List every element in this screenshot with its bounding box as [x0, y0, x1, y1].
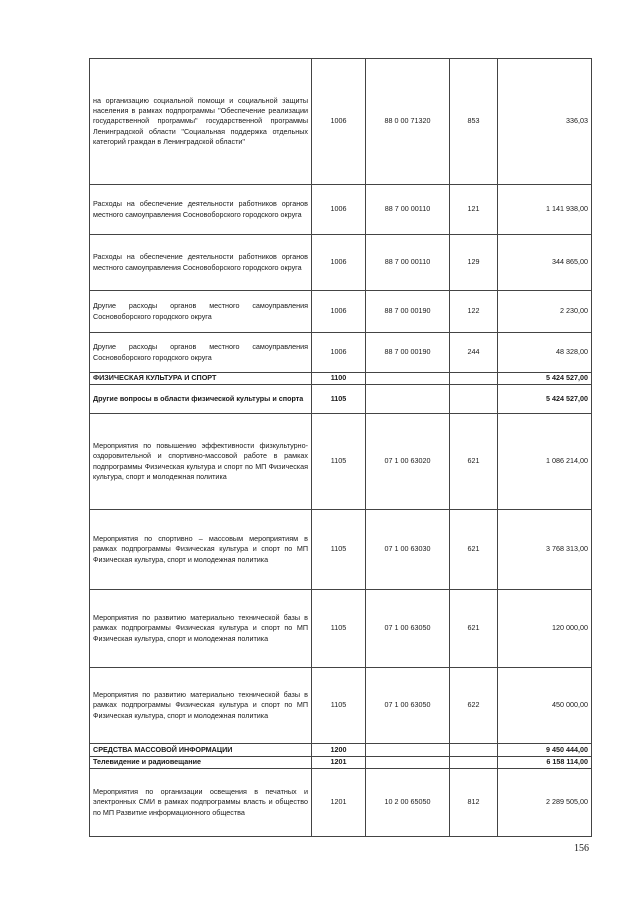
row-section-code: 1006 — [312, 235, 366, 291]
row-description: СРЕДСТВА МАССОВОЙ ИНФОРМАЦИИ — [90, 744, 312, 757]
row-amount: 1 141 938,00 — [498, 185, 592, 235]
table-row — [90, 668, 592, 744]
row-expense-type: 621 — [450, 510, 498, 590]
row-amount: 1 086 214,00 — [498, 414, 592, 510]
row-section-code: 1105 — [312, 590, 366, 668]
row-description: Мероприятия по организации освещения в печатных и электронных СМИ в рамках подпрограммы власть и общество по МП Развитие информационного общества — [90, 769, 312, 837]
row-target-article — [366, 373, 450, 385]
row-description: Телевидение и радиовещание — [90, 757, 312, 769]
row-target-article: 07 1 00 63050 — [366, 668, 450, 744]
row-amount: 2 230,00 — [498, 291, 592, 333]
row-expense-type: 853 — [450, 59, 498, 185]
row-section-code: 1105 — [312, 510, 366, 590]
table-row — [90, 59, 592, 185]
row-amount: 2 289 505,00 — [498, 769, 592, 837]
row-target-article: 07 1 00 63020 — [366, 414, 450, 510]
subsection-total-row — [90, 385, 592, 414]
row-target-article: 88 7 00 00110 — [366, 185, 450, 235]
table-row — [90, 414, 592, 510]
row-section-code: 1100 — [312, 373, 366, 385]
row-section-code: 1200 — [312, 744, 366, 757]
row-section-code: 1105 — [312, 414, 366, 510]
page-number: 156 — [574, 843, 589, 854]
row-description: Другие вопросы в области физической культуры и спорта — [90, 385, 312, 414]
row-section-code: 1105 — [312, 668, 366, 744]
row-description: Расходы на обеспечение деятельности работников органов местного самоуправления Сосновоборского городского округа — [90, 235, 312, 291]
row-description: Мероприятия по развитию материально технической базы в рамках подпрограммы Физическая культура и спорт по МП Физическая культура, спорт и молодежная политика — [90, 668, 312, 744]
row-description: Расходы на обеспечение деятельности работников органов местного самоуправления Сосновоборского городского округа — [90, 185, 312, 235]
row-target-article: 88 7 00 00190 — [366, 333, 450, 373]
row-expense-type: 621 — [450, 590, 498, 668]
section-total-row — [90, 744, 592, 757]
table-row — [90, 235, 592, 291]
table-row — [90, 291, 592, 333]
row-section-code: 1006 — [312, 333, 366, 373]
row-amount: 5 424 527,00 — [498, 385, 592, 414]
row-amount: 336,03 — [498, 59, 592, 185]
table-row — [90, 333, 592, 373]
row-target-article: 88 7 00 00110 — [366, 235, 450, 291]
row-expense-type — [450, 385, 498, 414]
row-expense-type — [450, 757, 498, 769]
row-section-code: 1105 — [312, 385, 366, 414]
subsection-total-row — [90, 757, 592, 769]
row-amount: 9 450 444,00 — [498, 744, 592, 757]
row-section-code: 1201 — [312, 757, 366, 769]
row-description: Другие расходы органов местного самоуправления Сосновоборского городского округа — [90, 291, 312, 333]
table-row — [90, 590, 592, 668]
row-amount: 6 158 114,00 — [498, 757, 592, 769]
row-expense-type: 244 — [450, 333, 498, 373]
row-description: Другие расходы органов местного самоуправления Сосновоборского городского округа — [90, 333, 312, 373]
row-target-article: 07 1 00 63050 — [366, 590, 450, 668]
row-description: на организацию социальной помощи и социальной защиты населения в рамках подпрограммы "Обеспечение реализации государственной программы" государственной программы Ленинградской области "Социальная поддержка отдельных категорий граждан в Ленинградской области" — [90, 59, 312, 185]
row-section-code: 1006 — [312, 291, 366, 333]
section-total-row — [90, 373, 592, 385]
row-expense-type: 121 — [450, 185, 498, 235]
row-target-article: 88 7 00 00190 — [366, 291, 450, 333]
row-description: Мероприятия по спортивно – массовым мероприятиям в рамках подпрограммы Физическая культура и спорт по МП Физическая культура, спорт и молодежная политика — [90, 510, 312, 590]
row-description: Мероприятия по повышению эффективности физкультурно-оздоровительной и спортивно-массовой работе в рамках подпрограммы Физическая культура и спорт по МП Физическая культура, спорт и молодежная политика — [90, 414, 312, 510]
table-row — [90, 185, 592, 235]
table-row — [90, 510, 592, 590]
row-section-code: 1006 — [312, 185, 366, 235]
row-expense-type: 621 — [450, 414, 498, 510]
budget-table — [89, 58, 592, 837]
row-description: Мероприятия по развитию материально технической базы в рамках подпрограммы Физическая культура и спорт по МП Физическая культура, спорт и молодежная политика — [90, 590, 312, 668]
row-section-code: 1201 — [312, 769, 366, 837]
row-target-article: 07 1 00 63030 — [366, 510, 450, 590]
row-section-code: 1006 — [312, 59, 366, 185]
row-target-article — [366, 385, 450, 414]
row-amount: 3 768 313,00 — [498, 510, 592, 590]
row-target-article: 10 2 00 65050 — [366, 769, 450, 837]
row-target-article — [366, 744, 450, 757]
row-expense-type: 622 — [450, 668, 498, 744]
row-amount: 48 328,00 — [498, 333, 592, 373]
row-amount: 120 000,00 — [498, 590, 592, 668]
row-amount: 5 424 527,00 — [498, 373, 592, 385]
row-expense-type: 812 — [450, 769, 498, 837]
row-amount: 344 865,00 — [498, 235, 592, 291]
row-expense-type — [450, 744, 498, 757]
row-amount: 450 000,00 — [498, 668, 592, 744]
row-target-article — [366, 757, 450, 769]
row-expense-type: 122 — [450, 291, 498, 333]
row-target-article: 88 0 00 71320 — [366, 59, 450, 185]
row-expense-type — [450, 373, 498, 385]
row-description: ФИЗИЧЕСКАЯ КУЛЬТУРА И СПОРТ — [90, 373, 312, 385]
table-row — [90, 769, 592, 837]
row-expense-type: 129 — [450, 235, 498, 291]
